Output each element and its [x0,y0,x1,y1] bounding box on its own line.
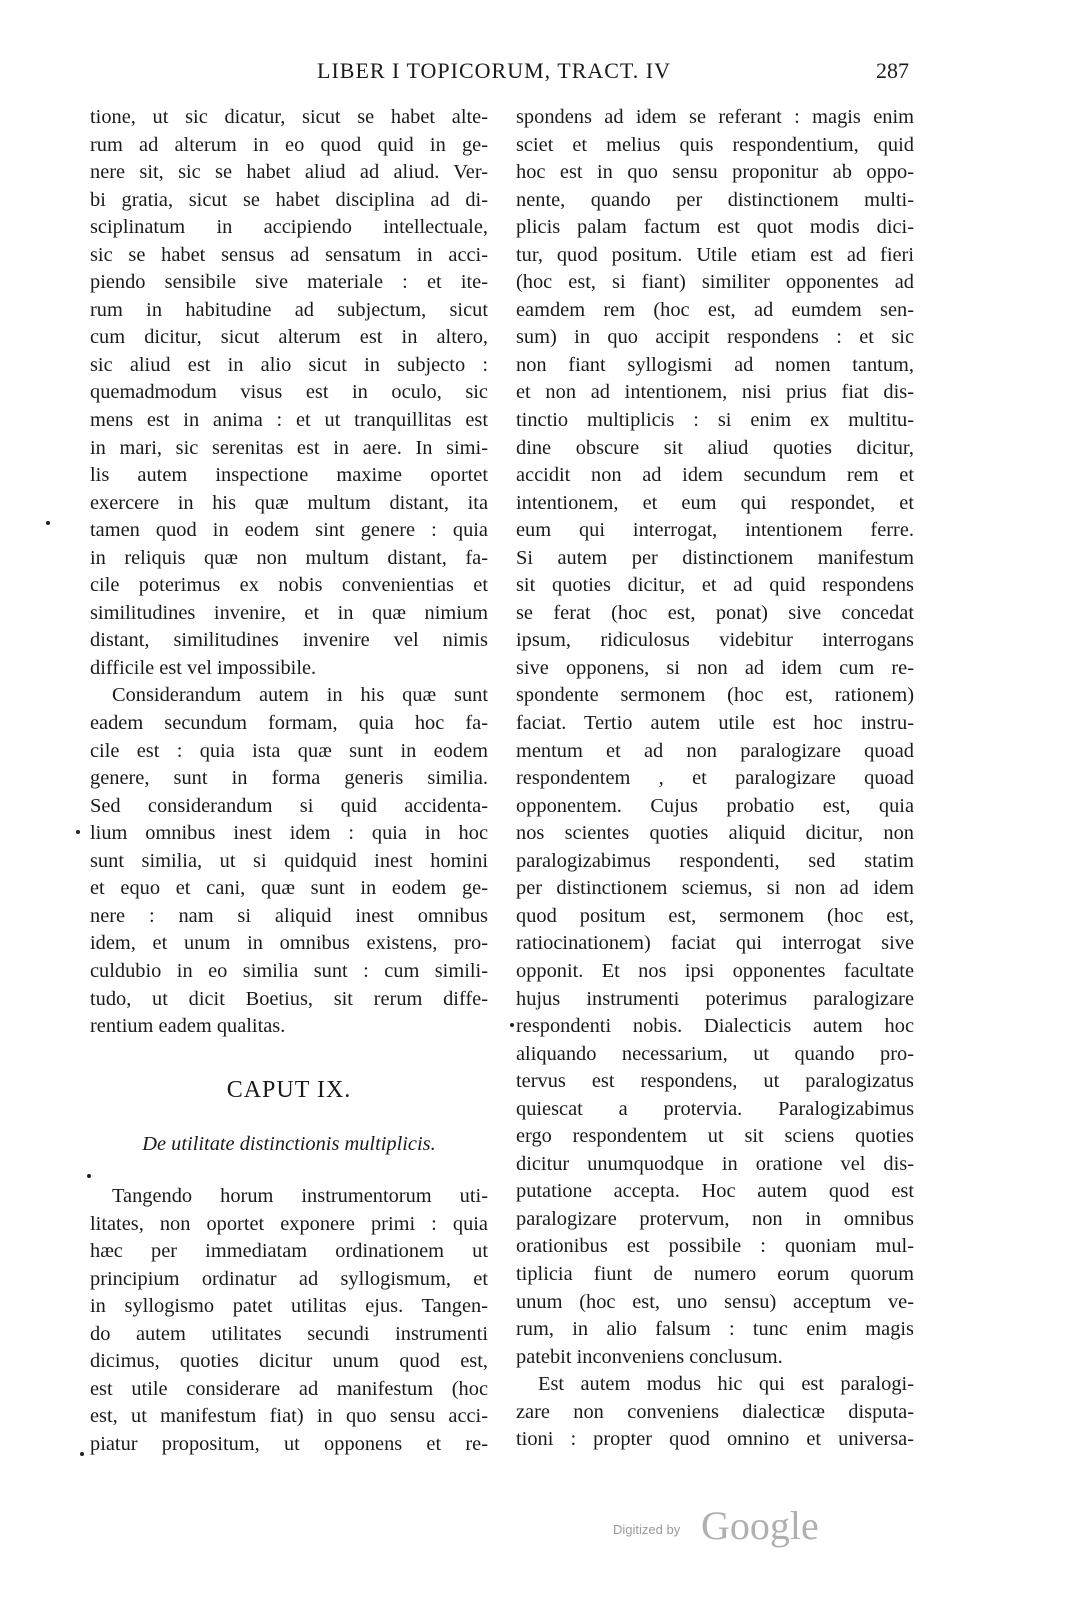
text-line: intentionem, et eum qui respondet, et [516,491,914,514]
print-speck [87,1174,91,1178]
text-line: piatur propositum, ut opponens et re- [90,1432,488,1455]
chapter-subtitle: De utilitate distinctionis multiplicis. [142,1133,436,1155]
text-line: sic aliud est in alio sicut in subjecto : [90,353,488,376]
text-line: sciet et melius quis respondentium, quid [516,133,914,156]
text-line: hoc est in quo sensu proponitur ab oppo- [516,161,914,184]
text-line: hæc per immediatam ordinationem ut [90,1240,488,1263]
text-line: quod positum est, sermonem (hoc est, [516,904,914,927]
text-line: Sed considerandum si quid accidenta- [90,794,488,817]
text-line: Considerandum autem in his quæ sunt [112,684,488,707]
text-line: sum) in quo accipit respondens : et sic [516,326,914,349]
text-line: patebit inconveniens conclusum. [516,1345,783,1368]
google-logo: Google [701,1503,819,1548]
digitized-label: Digitized by [613,1522,681,1537]
text-line: rum ad alterum in eo quod quid in ge- [90,133,488,156]
text-line: hujus instrumenti poterimus paralogizare [516,987,914,1010]
text-line: culdubio in eo similia sunt : cum simili- [90,959,488,982]
text-line: tiplicia fiunt de numero eorum quorum [516,1262,914,1285]
running-title: LIBER I TOPICORUM, TRACT. IV [317,58,671,83]
print-speck [46,521,50,525]
text-line: mentum et ad non paralogizare quoad [516,739,914,762]
text-line: sciplinatum in accipiendo intellectuale, [90,216,488,239]
text-line: piendo sensibile sive materiale : et ite- [90,271,488,294]
left-column-continued [90,1183,488,1458]
print-speck [510,1023,514,1027]
print-speck [80,1452,84,1456]
text-line: et equo et cani, quæ sunt in eodem ge- [90,877,488,900]
text-line: litates, non oportet exponere primi : quia [90,1212,488,1235]
text-line: dine obscure sit aliud quoties dicitur, [516,436,914,459]
text-line: Est autem modus hic qui est paralogi- [538,1373,914,1396]
text-line: eum qui interrogat, intentionem ferre. [516,519,914,542]
text-line: quiescat a protervia. Paralogizabimus [516,1097,914,1120]
text-line: dicitur unumquodque in oratione vel dis- [516,1152,914,1175]
text-line: sive opponens, si non ad idem cum re- [516,656,914,679]
text-line: ipsum, ridiculosus videbitur interrogans [516,629,914,652]
text-line: dicimus, quoties dicitur unum quod est, [90,1350,488,1373]
text-line: tudo, ut dicit Boetius, sit rerum diffe- [90,987,488,1010]
text-line: similitudines invenire, et in quæ nimium [90,601,488,624]
text-line: eadem secundum formam, quia hoc fa- [90,712,488,735]
text-line: sic se habet sensus ad sensatum in acci- [90,243,488,266]
text-line: rum, in alio falsum : tunc enim magis [516,1318,914,1341]
text-line: nere : nam si aliquid inest omnibus [90,904,488,927]
text-line: accidit non ad idem secundum rem et [516,464,914,487]
text-line: lis autem inspectione maxime oportet [90,464,488,487]
text-line: paralogizabimus respondenti, sed statim [516,849,914,872]
text-line: tinctio multiplicis : si enim ex multitu- [516,409,914,432]
text-line: tervus est respondens, ut paralogizatus [516,1070,914,1093]
text-line: in reliquis quæ non multum distant, fa- [90,546,488,569]
text-line: aliquando necessarium, ut quando pro- [516,1042,914,1065]
text-line: putatione accepta. Hoc autem quod est [516,1180,914,1203]
text-line: rentium eadem qualitas. [90,1015,286,1038]
text-line: in mari, sic serenitas est in aere. In simi- [90,436,488,459]
text-line: idem, et unum in omnibus existens, pro- [90,932,488,955]
text-line: nente, quando per distinctionem multi- [516,188,914,211]
chapter-heading: CAPUT IX. [226,1077,352,1103]
text-line: Tangendo horum instrumentorum uti- [112,1185,488,1207]
text-line: unum (hoc est, uno sensu) acceptum ve- [516,1290,914,1313]
text-line: opponit. Et nos ipsi opponentes facultate [516,959,914,982]
text-line: Si autem per distinctionem manifestum [516,546,914,569]
text-line: orationibus est possibile : quoniam mul- [516,1235,914,1258]
text-line: eamdem rem (hoc est, ad eumdem sen- [516,298,914,321]
text-line: est, ut manifestum fiat) in quo sensu acci- [90,1405,488,1428]
text-line: sit quoties dicitur, et ad quid respondens [516,574,914,597]
text-line: faciat. Tertio autem utile est hoc instru- [516,712,914,735]
text-line: est utile considerare ad manifestum (hoc [90,1377,488,1400]
text-line: nere sit, sic se habet aliud ad aliud. Ver- [90,161,488,184]
text-line: lium omnibus inest idem : quia in hoc [90,822,488,845]
text-line: cum dicitur, sicut alterum est in altero, [90,326,488,349]
page-number: 287 [876,58,909,83]
text-line: ratiocinationem) faciat qui interrogat sive [516,932,914,955]
text-line: zare non conveniens dialecticæ disputa- [516,1400,914,1423]
text-line: quemadmodum visus est in oculo, sic [90,381,488,404]
text-line: plicis palam factum est quot modis dici- [516,216,914,239]
text-line: spondente sermonem (hoc est, rationem) [516,684,914,707]
text-line: nos scientes quoties aliquid dicitur, non [516,822,914,845]
text-line: tamen quod in eodem sint genere : quia [90,519,488,542]
text-line: tur, quod positum. Utile etiam est ad fieri [516,243,914,266]
text-line: cile poterimus ex nobis convenientias et [90,574,488,597]
text-line: sunt similia, ut si quidquid inest homini [90,849,488,872]
text-line: se ferat (hoc est, ponat) sive concedat [516,601,914,624]
text-line: tione, ut sic dicatur, sicut se habet alte- [90,106,488,128]
running-header [0,58,1067,88]
text-line: respondenti nobis. Dialecticis autem hoc [516,1015,914,1038]
text-line: bi gratia, sicut se habet disciplina ad di- [90,188,488,211]
text-line: et non ad intentionem, nisi prius fiat dis- [516,381,914,404]
text-line: (hoc est, si fiant) similiter opponentes ad [516,271,914,294]
text-line: in syllogismo patet utilitas ejus. Tangen- [90,1295,488,1318]
right-column [516,104,914,1454]
text-line: non fiant syllogismi ad nomen tantum, [516,353,914,376]
text-line: per distinctionem sciemus, si non ad idem [516,877,914,900]
text-line: difficile est vel impossibile. [90,656,317,679]
text-line: principium ordinatur ad syllogismum, et [90,1267,488,1290]
text-line: distant, similitudines invenire vel nimis [90,629,488,652]
text-line: paralogizare protervum, non in omnibus [516,1207,914,1230]
text-line: exercere in his quæ multum distant, ita [90,491,488,514]
print-speck [76,830,80,834]
left-column [90,104,488,1041]
text-line: genere, sunt in forma generis similia. [90,767,488,790]
text-line: tioni : propter quod omnino et universa- [516,1428,914,1451]
text-line: do autem utilitates secundi instrumenti [90,1322,488,1345]
text-line: mens est in anima : et ut tranquillitas est [90,409,488,432]
text-line: spondens ad idem se referant : magis enim [516,106,914,128]
text-line: cile est : quia ista quæ sunt in eodem [90,739,488,762]
text-line: opponentem. Cujus probatio est, quia [516,794,914,817]
text-line: respondentem , et paralogizare quoad [516,767,914,790]
text-line: rum in habitudine ad subjectum, sicut [90,298,488,321]
text-line: ergo respondentem ut sit sciens quoties [516,1125,914,1148]
